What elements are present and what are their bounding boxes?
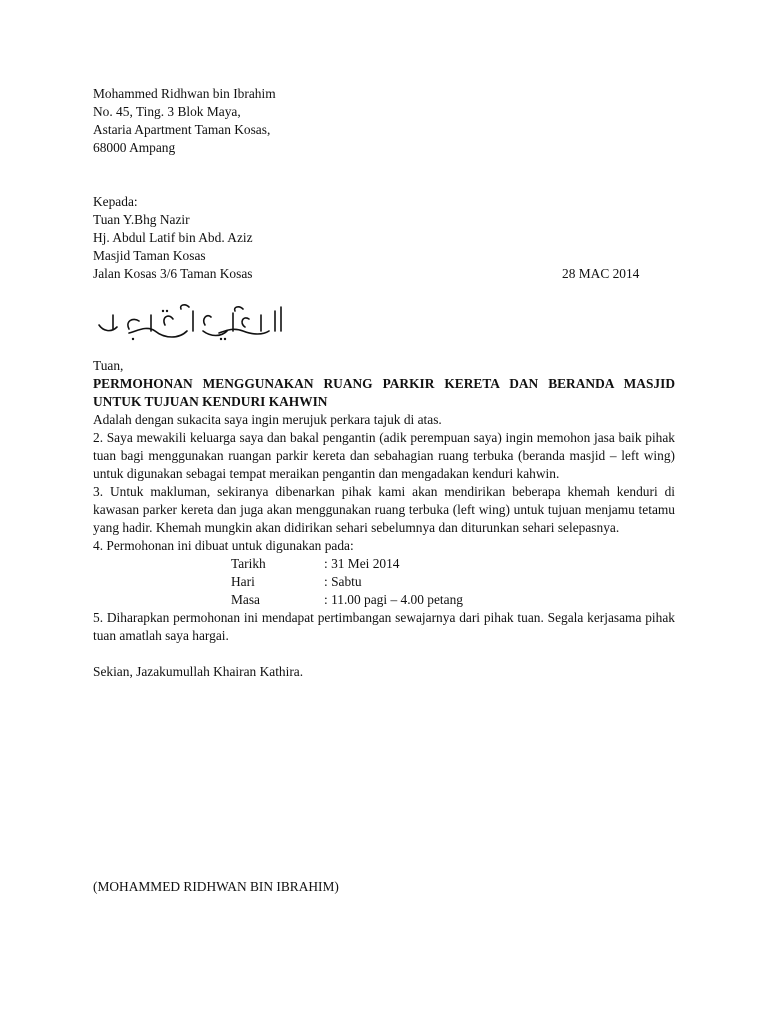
letter-body [93, 85, 675, 681]
paragraph-2: 2. Saya mewakili keluarga saya dan bakal pengantin (adik perempuan saya) ingin memohon jasa baik pihak tuan bagi menggunakan ruangan parkir kereta dan sebahagian ruang terbuka (beranda masjid – left wing) untuk digunakan sebagai tempat meraikan pengantin dan mengadakan kenduri kahwin. [93, 430, 675, 481]
recipient-date-row [93, 265, 675, 283]
closing-line: Sekian, Jazakumullah Khairan Kathira. [93, 664, 304, 679]
greeting: Tuan, [93, 358, 124, 373]
subject-heading: PERMOHONAN MENGGUNAKAN RUANG PARKIR KERETA DAN BERANDA MASJID UNTUK TUJUAN KENDURI KAHWIN [93, 376, 675, 409]
paragraph-4: 4. Permohonan ini dibuat untuk digunakan pada: [93, 538, 354, 553]
schedule-label: Masa [231, 592, 261, 607]
arabic-salutation-calligraphy [93, 301, 293, 343]
recipient-address [93, 193, 675, 283]
schedule-label: Tarikh [231, 556, 266, 571]
paragraph-3: 3. Untuk makluman, sekiranya dibenarkan pihak kami akan mendirikan beberapa khemah kenduri di kawasan parker kereta dan juga akan menggunakan ruang terbuka (left wing) untuk tujuan menjamu tetamu yang hadir. Khemah mungkin akan didirikan sehari sebelumnya dan diturunkan sehari selepasnya. [93, 484, 675, 535]
schedule-value: : 11.00 pagi – 4.00 petang [324, 592, 463, 607]
calligraphy-icon [93, 301, 293, 343]
schedule-value: : Sabtu [324, 574, 362, 589]
recipient-label: Kepada: [93, 194, 138, 209]
schedule-row [93, 555, 675, 573]
sender-name: Mohammed Ridhwan bin Ibrahim [93, 86, 276, 101]
paragraph-1: Adalah dengan sukacita saya ingin merujuk perkara tajuk di atas. [93, 412, 442, 427]
recipient-line: Masjid Taman Kosas [93, 248, 206, 263]
sender-address-line: No. 45, Ting. 3 Blok Maya, [93, 104, 241, 119]
letter-date: 28 MAC 2014 [562, 266, 640, 281]
sender-address [93, 85, 675, 157]
recipient-line: Jalan Kosas 3/6 Taman Kosas [93, 266, 253, 281]
schedule-value: : 31 Mei 2014 [324, 556, 400, 571]
schedule-list [93, 555, 675, 609]
schedule-label: Hari [231, 574, 255, 589]
schedule-row [93, 591, 675, 609]
sender-address-line: 68000 Ampang [93, 140, 176, 155]
paragraph-5: 5. Diharapkan permohonan ini mendapat pertimbangan sewajarnya dari pihak tuan. Segala kerjasama pihak tuan amatlah saya hargai. [93, 610, 675, 643]
schedule-row [93, 573, 675, 591]
signature-name: (MOHAMMED RIDHWAN BIN IBRAHIM) [93, 879, 339, 894]
recipient-line: Tuan Y.Bhg Nazir [93, 212, 190, 227]
sender-address-line: Astaria Apartment Taman Kosas, [93, 122, 271, 137]
recipient-line: Hj. Abdul Latif bin Abd. Aziz [93, 230, 253, 245]
